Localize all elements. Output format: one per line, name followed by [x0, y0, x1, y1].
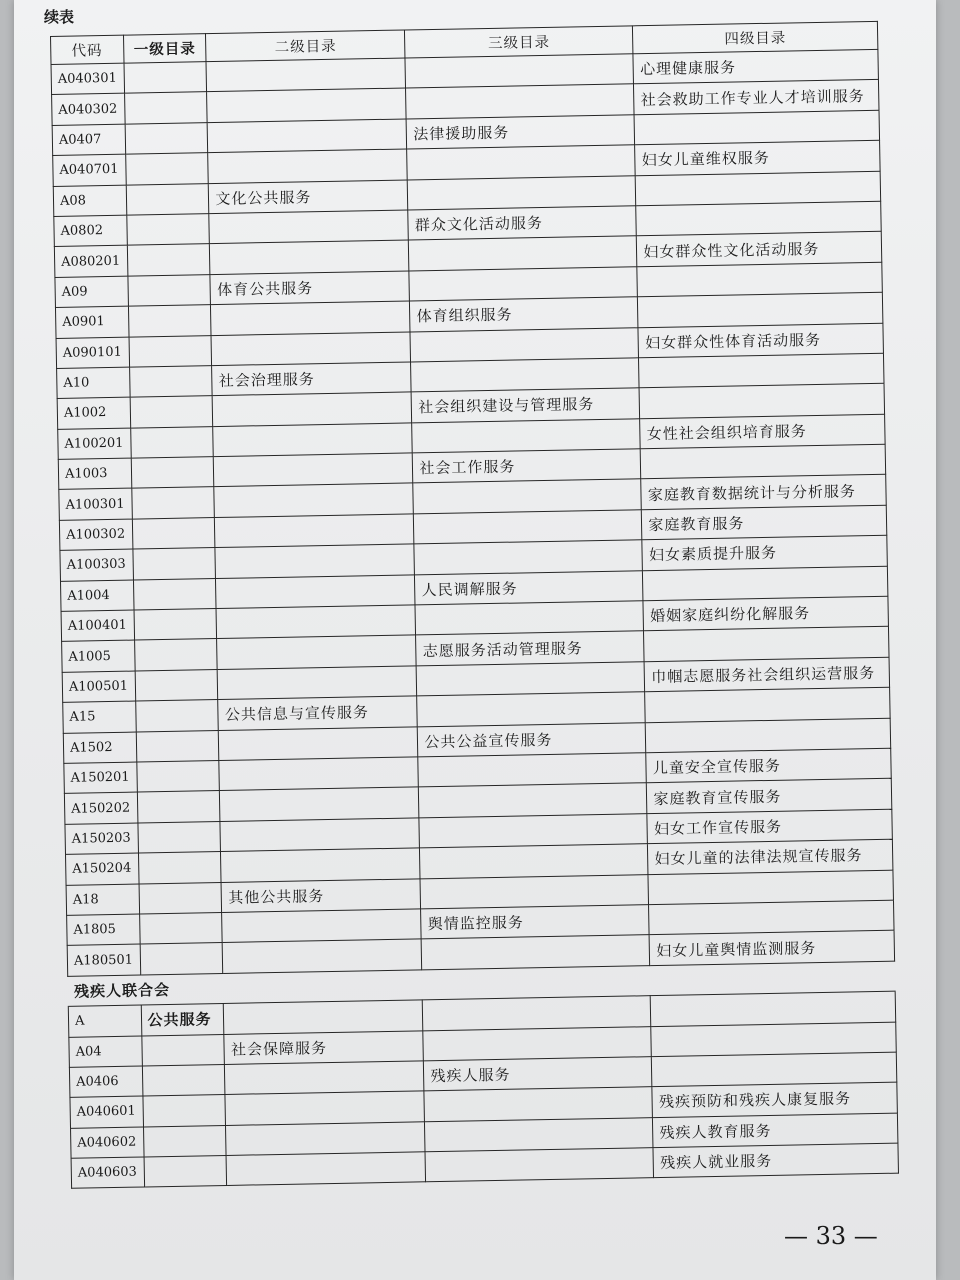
cell-level1	[131, 487, 214, 519]
cell-code: A1004	[60, 580, 133, 612]
cell-code: A	[68, 1005, 141, 1037]
cell-level3	[420, 874, 649, 909]
cell-level1	[141, 1034, 224, 1066]
cell-level2	[210, 240, 409, 274]
cell-code: A10	[57, 367, 130, 399]
cell-level2	[216, 575, 415, 609]
cell-code: A040302	[52, 94, 125, 126]
cell-level2	[226, 1121, 425, 1155]
cell-level1	[144, 1156, 227, 1188]
cell-code: A150204	[66, 853, 139, 885]
cell-level2	[225, 1061, 424, 1095]
cell-level3: 社会工作服务	[413, 449, 642, 484]
cell-level1	[124, 62, 207, 94]
cell-level1	[128, 305, 211, 337]
cell-level4: 儿童安全宣传服务	[646, 748, 891, 783]
cell-level3	[406, 84, 635, 119]
cell-level2: 文化公共服务	[209, 180, 408, 214]
cell-level2	[218, 666, 417, 700]
cell-level4	[637, 262, 882, 297]
cell-level1	[143, 1125, 226, 1157]
cell-level2	[208, 119, 407, 153]
cell-level3: 法律援助服务	[406, 115, 635, 150]
cell-level2	[208, 149, 407, 183]
table-body	[51, 49, 898, 1188]
cell-level1	[129, 335, 212, 367]
cell-level4	[641, 444, 886, 479]
cell-level2	[215, 544, 414, 578]
cell-level4	[648, 870, 893, 905]
cell-level4: 妇女群众性体育活动服务	[638, 323, 883, 358]
cell-level1	[129, 365, 212, 397]
cell-level3: 人民调解服务	[415, 570, 644, 605]
cell-level3: 残疾人服务	[424, 1057, 653, 1092]
cell-level1	[135, 700, 218, 732]
cell-level3	[419, 783, 648, 818]
cell-level2	[209, 210, 408, 244]
cell-level4	[636, 201, 881, 236]
cell-level1	[136, 730, 219, 762]
cell-code: A100303	[60, 549, 133, 581]
cell-level4: 女性社会组织培育服务	[640, 414, 885, 449]
cell-level3	[413, 479, 642, 514]
cell-level2	[211, 301, 410, 335]
cell-level1	[130, 396, 213, 428]
cell-level2	[220, 787, 419, 821]
cell-level3	[423, 996, 652, 1031]
cell-level3	[424, 1087, 653, 1122]
cell-level1	[132, 517, 215, 549]
cell-level4: 妇女素质提升服务	[642, 535, 887, 570]
cell-code: A040301	[51, 63, 124, 95]
cell-level3: 志愿服务活动管理服务	[416, 631, 645, 666]
cell-level3: 体育组织服务	[410, 297, 639, 332]
cell-level1: 公共服务	[141, 1004, 224, 1036]
cell-level1	[140, 943, 223, 975]
cell-level4: 妇女儿童舆情监测服务	[649, 931, 894, 966]
cell-level4	[645, 687, 890, 722]
cell-level3: 群众文化活动服务	[408, 206, 637, 241]
cell-level2	[216, 605, 415, 639]
cell-level1	[135, 669, 218, 701]
cell-code: A100301	[59, 489, 132, 521]
cell-level3	[405, 54, 634, 89]
cell-code: A1502	[63, 732, 136, 764]
cell-level2	[214, 483, 413, 517]
cell-code: A100201	[58, 428, 131, 460]
cell-level2	[219, 726, 418, 760]
cell-level1	[134, 639, 217, 671]
cell-code: A040603	[71, 1157, 144, 1189]
cell-level4: 心理健康服务	[633, 49, 878, 84]
cell-level1	[126, 183, 209, 215]
catalog-table-wrapper	[50, 21, 899, 1189]
cell-level1	[127, 274, 210, 306]
cell-level1	[136, 761, 219, 793]
cell-code: A0406	[69, 1066, 142, 1098]
cell-level3	[409, 267, 638, 302]
cell-level1	[131, 457, 214, 489]
cell-level4	[652, 1052, 897, 1087]
cell-level4	[646, 718, 891, 753]
cell-code: A1805	[67, 914, 140, 946]
cell-level2	[214, 453, 413, 487]
cell-level2	[225, 1091, 424, 1125]
cell-level3	[414, 540, 643, 575]
cell-code: A08	[53, 185, 126, 217]
cell-level2: 公共信息与宣传服务	[218, 696, 417, 730]
continued-label: 续表	[44, 8, 75, 26]
cell-code: A040601	[70, 1096, 143, 1128]
cell-level1	[138, 852, 221, 884]
cell-level3	[414, 510, 643, 545]
cell-level4	[651, 1022, 896, 1057]
cell-level4: 妇女群众性文化活动服务	[637, 232, 882, 267]
cell-code: A100302	[59, 519, 132, 551]
cell-code: A150203	[65, 823, 138, 855]
cell-code: A09	[55, 276, 128, 308]
cell-level1	[130, 426, 213, 458]
cell-level3	[415, 601, 644, 636]
cell-level2	[220, 818, 419, 852]
cell-code: A150201	[64, 762, 137, 794]
cell-level3	[410, 327, 639, 362]
cell-level2	[221, 848, 420, 882]
cell-level4	[649, 900, 894, 935]
cell-level4: 妇女工作宣传服务	[647, 809, 892, 844]
cell-code: A100401	[61, 610, 134, 642]
cell-level3: 社会组织建设与管理服务	[411, 388, 640, 423]
cell-level2	[224, 1000, 423, 1034]
cell-code: A180501	[67, 944, 140, 976]
header-level3: 三级目录	[405, 26, 633, 58]
cell-level2	[213, 392, 412, 426]
cell-level1	[125, 122, 208, 154]
cell-level2	[206, 58, 405, 92]
cell-level1	[137, 791, 220, 823]
cell-level4: 家庭教育服务	[642, 505, 887, 540]
cell-level2: 社会保障服务	[224, 1030, 423, 1064]
cell-code: A040602	[71, 1127, 144, 1159]
cell-level3	[408, 175, 637, 210]
header-level4: 四级目录	[633, 21, 878, 53]
cell-code: A15	[63, 701, 136, 733]
header-level2: 二级目录	[206, 30, 405, 62]
cell-level4: 家庭教育数据统计与分析服务	[641, 475, 886, 510]
cell-level1	[133, 578, 216, 610]
cell-level4	[639, 353, 884, 388]
cell-level4	[651, 991, 896, 1026]
cell-level3: 舆情监控服务	[421, 905, 650, 940]
cell-level4: 残疾预防和残疾人康复服务	[652, 1082, 897, 1117]
cell-level2	[217, 635, 416, 669]
cell-level4	[644, 627, 889, 662]
cell-level4: 妇女儿童维权服务	[635, 140, 880, 175]
cell-level2: 其他公共服务	[221, 878, 420, 912]
cell-code: A040701	[53, 154, 126, 186]
cell-level1	[134, 609, 217, 641]
cell-code: A0407	[52, 124, 125, 156]
cell-level1	[127, 244, 210, 276]
cell-level2	[223, 939, 422, 973]
cell-level3	[411, 358, 640, 393]
cell-level3: 公共公益宣传服务	[418, 722, 647, 757]
cell-level3	[425, 1148, 654, 1183]
cell-code: A1005	[62, 640, 135, 672]
cell-level4	[639, 384, 884, 419]
cell-level3	[417, 692, 646, 727]
cell-level1	[126, 214, 209, 246]
cell-level4: 婚姻家庭纠纷化解服务	[643, 596, 888, 631]
cell-level1	[132, 548, 215, 580]
cell-level2	[215, 514, 414, 548]
cell-level1	[139, 882, 222, 914]
cell-level2	[211, 331, 410, 365]
cell-level3	[417, 662, 646, 697]
page-number: — 33 —	[784, 1222, 878, 1250]
document-page	[14, 0, 936, 1280]
cell-code: A090101	[56, 337, 129, 369]
cell-level3	[423, 1026, 652, 1061]
cell-level4: 社会救助工作专业人才培训服务	[634, 80, 879, 115]
cell-level4: 残疾人就业服务	[653, 1143, 898, 1178]
cell-level2	[213, 423, 412, 457]
cell-level1	[124, 92, 207, 124]
cell-level4: 家庭教育宣传服务	[647, 779, 892, 814]
cell-code: A080201	[54, 245, 127, 277]
header-level1: 一级目录	[123, 34, 206, 64]
cell-code: A1003	[58, 458, 131, 490]
cell-level4: 妇女儿童的法律法规宣传服务	[648, 839, 893, 874]
cell-level3	[409, 236, 638, 271]
cell-level2	[207, 88, 406, 122]
cell-code: A0802	[54, 215, 127, 247]
cell-code: A04	[69, 1035, 142, 1067]
cell-level3	[422, 935, 651, 970]
cell-level4: 残疾人教育服务	[653, 1113, 898, 1148]
cell-level3	[419, 813, 648, 848]
cell-level2	[222, 909, 421, 943]
cell-level2	[219, 757, 418, 791]
cell-level3	[418, 753, 647, 788]
cell-code: A1002	[57, 397, 130, 429]
cell-level1	[142, 1095, 225, 1127]
cell-level2: 体育公共服务	[210, 271, 409, 305]
cell-level2: 社会治理服务	[212, 362, 411, 396]
cell-level4	[636, 171, 881, 206]
cell-code: A150202	[64, 792, 137, 824]
cell-level4	[643, 566, 888, 601]
cell-level3	[407, 145, 636, 180]
cell-level2	[226, 1152, 425, 1186]
cell-level4	[634, 110, 879, 145]
section-title: 残疾人联合会	[68, 961, 895, 1007]
cell-level4	[638, 292, 883, 327]
cell-code: A0901	[55, 306, 128, 338]
cell-level3	[412, 418, 641, 453]
cell-level3	[420, 844, 649, 879]
cell-level1	[142, 1064, 225, 1096]
cell-code: A100501	[62, 671, 135, 703]
cell-level1	[137, 821, 220, 853]
cell-level4: 巾帼志愿服务社会组织运营服务	[644, 657, 889, 692]
catalog-table	[50, 21, 899, 1189]
header-code: 代码	[51, 35, 124, 64]
cell-level1	[139, 912, 222, 944]
cell-level3	[425, 1117, 654, 1152]
cell-code: A18	[66, 884, 139, 916]
cell-level1	[125, 153, 208, 185]
